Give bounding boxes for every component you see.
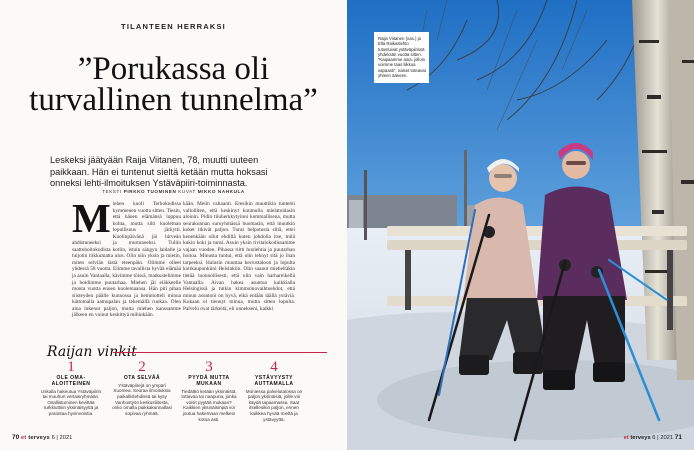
byline-photo-author: MIKKO NAHKULA (197, 189, 245, 194)
tip-number: 4 (270, 359, 278, 375)
folio-right (624, 434, 682, 441)
tips-divider (113, 352, 327, 353)
issue-number: 6 | 2021 (650, 435, 674, 441)
body-column-2: kään. Meiin valtaanti. Eresikin muuttikin tuntemi vallolliten, että keskinyt kuumulla mielatoidasin aloinin. Pidin tiiuherkkytyinni kummallisena, mutta seurakunnan suruyhmässä huomasin, että muutkin koket itkivät paljon. Tunsi helpotusta siitä, ettei kenenkään ollut ehdillä kuten johdolla itse, mitä kukin koki ja tunsi. Asuin yksin rivitalokodissamme vajaan vuoden. Pihassa riitti huolehtia ja puutarhan hoitoa. Minusta tuntui, että olin tehnyt sitä jo ihan tarpeeksi. Halusin muuttaa kerrostaloon ja lopulta kotikaupunkiini Helsinkiin. Olin saanut mieheltäkin tietää luonnollisesti, että olin vain harhareikellä Vantaalla. Aivan hakea asuntoa kaikkialla Helsingissä ja tutkin kimmoinovaihtoehdot, että minun asuntoni on hyvä, eikä entään täällä ystäviä. Kukaan ei tiennyt minua, mutta sitten lopulta. Palvelu ovat tärkeitä, eli onnekseni, kaikki (183, 201, 295, 312)
folio-left (12, 434, 72, 441)
tip-item (40, 360, 102, 417)
tip-number: 2 (138, 359, 146, 375)
tip-item (111, 360, 173, 416)
tip-number: 1 (67, 359, 75, 375)
section-label: TILANTEEN HERRAKSI (121, 22, 226, 31)
byline-text-label: TEKSTI (102, 189, 122, 194)
tips-title: Raijan vinkit (47, 344, 137, 360)
headline: ”Porukassa oli turvallinen tunnelma” (29, 51, 318, 118)
tip-title: PYYDÄ MUTTA MUKAAN (188, 375, 230, 387)
tip-item (178, 360, 240, 422)
byline (0, 189, 347, 194)
byline-photo-label: KUVAT (178, 189, 196, 194)
tip-text: Moniessa palvelutalossa on paljon yksinäisiä, joille voi käydä tapaamassa. Saat itsellesikin paljon, ennen kaikkea hyvää mieltä ja ystävyyttä. (245, 388, 303, 422)
page-number: 70 (12, 434, 20, 441)
tip-item (243, 360, 305, 422)
issue-number: 6 | 2021 (49, 435, 73, 441)
body-column-1-text: iehen kuoli Terhokodissa kymmenen vuotta sitten. Tiesin, että hänen elämänsä loppuu kohta, mutta silti kuoleman lopullisuus järkytti. Kuolinpäivänä jäi hirveän ahdistuneeksi ja murtuneeksi. Tuliin saattohoitokodista kotiin, istuin sängyn laidalle ja tuijotin liikkumatta ulos. Olin niin yksin ja mietin, miten selviän tästä eteenpäin. Olimme olleet yhdessä 58 vuotta. Elimme tavallista hyvää elämää ja asuin Vantaalla, kävimme töissä, matkustelimme ja hoidimme puutarhaa. Miehen jäi eläkkeelle monta vuotta ennen kuolemaansa. Hän piti pihan siisteyden päälle kunnossa ja hemmotteli minua kättomalla aamupalan ja tekemällä ruokaa. Olen aina lukenut paljon, mutta miehen kanssamme jälkeen en voinut keskittyä mihinkään. (72, 201, 181, 319)
tip-text: Tiedätkö ketään yksinäistä, tottavaa tai naapuria, jonka voisit pyytää mukaan? Kaikkien yksinäisinpiä voi joutua hakemaan melkein kotoa asti. (181, 388, 237, 422)
photo-caption: Raija Viitanen (vas.) ja Ella Raikaslehto tutustuivat ystäväpiirissä yhdeksän vuotta sitten. ”Kaipaamme aina, jolloin voimme taas liikkua vapaasti”, naiset toteavat yhteen ääneen. (374, 32, 429, 83)
tip-title: OLE OMA-ALOITTEINEN (51, 375, 91, 387)
magazine-name: et terveys (623, 435, 651, 441)
tip-title: YSTÄVYYSTY AUTTAMALLA (254, 375, 294, 387)
body-columns (72, 195, 304, 336)
magazine-name: et terveys (20, 435, 50, 441)
byline-text-author: PIRKKO TUOMINEN (123, 189, 177, 194)
tip-number: 3 (205, 359, 213, 375)
tip-title: OTA SELVÄÄ (123, 375, 161, 381)
page-number: 71 (674, 434, 682, 441)
body-column-1 (72, 195, 181, 319)
tip-text: Ystäväpiirejä on ympäri Suomea. Seuraa ilmoituksia paikallislehdissä tai kysy Vanhustyön keskusliitosta, onko omalla paikkakunnallasi sopivaa ryhmää. (112, 382, 172, 416)
tip-text: Uskalla hakeutua Ystäväpiirin tai muuhun vertaisryhmään. Osallistuminen kevittää turkkiuttsin yksinäisyyttä ja parantaa hyvinvointia. (40, 388, 102, 416)
photo-page (347, 0, 694, 450)
lead-paragraph: Leskeksi jäätyään Raija Viitanen, 78, muutti uuteen paikkaan. Hän ei tuntenut sieltä ketään mutta hoksasi onneksi lehti-ilmoituksen Ystäväpiiri-toiminnasta. (50, 155, 268, 188)
drop-cap: M (72, 195, 111, 241)
